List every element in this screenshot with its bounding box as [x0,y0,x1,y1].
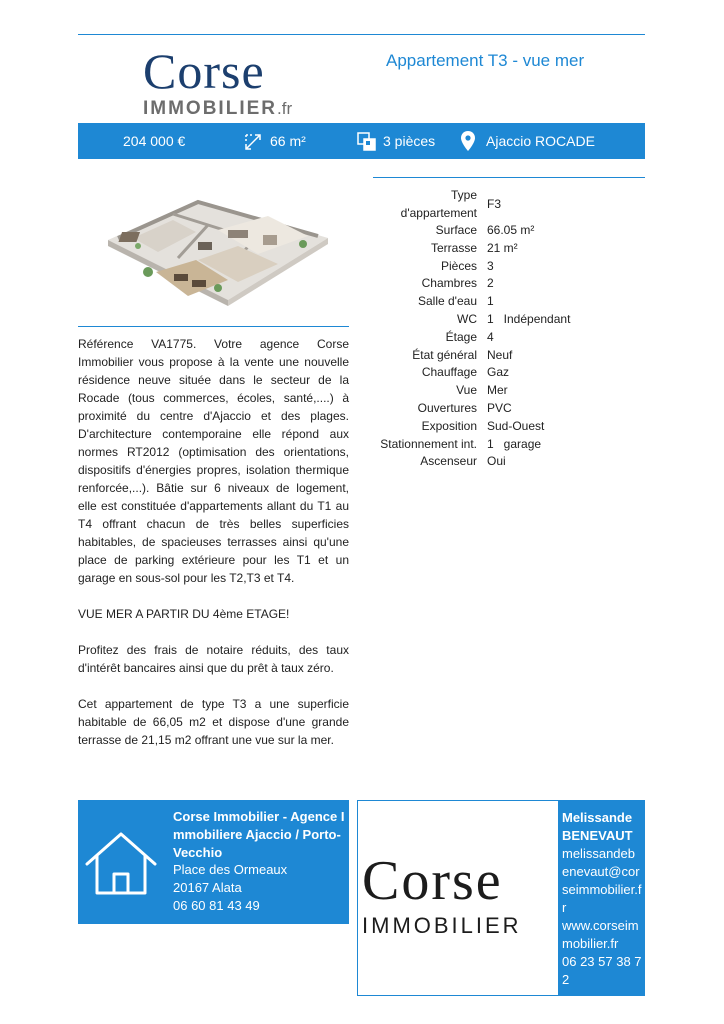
house-icon [84,830,158,896]
contact-logo-main: Corse [362,850,503,912]
spec-value: 3 [487,258,494,273]
spec-row [373,258,570,276]
spec-key: Chauffage [421,365,477,380]
spec-value: 1 [487,294,494,309]
contact-box [357,800,645,996]
spec-value: 1 Indépendant [487,311,571,326]
logo[interactable] [143,43,293,119]
agency-info [173,861,345,915]
logo-text-suffix: .fr [277,99,293,118]
spec-row [373,436,570,454]
spec-key: WC [457,311,477,326]
logo-text-immobilier: IMMOBILIER [143,98,277,119]
spec-value: Sud-Ouest [487,418,545,433]
spec-key: Stationnement int. [380,436,477,451]
spec-value: Oui [487,454,506,469]
spec-row [373,382,570,400]
photo-rule [78,326,349,327]
price: 204 000 € [123,133,186,149]
spec-row [373,311,570,329]
spec-key: Surface [435,223,477,237]
description-paragraph: Profitez des frais de notaire réduits, des taux d'intérêt bancaires ainsi que du prêt à taux zéro. [78,643,349,675]
agency-phone[interactable]: 06 60 81 43 49 [173,898,260,913]
spec-key: Pièces [440,258,477,273]
spec-row [373,418,570,436]
spec-value: Gaz [487,365,510,380]
location-pin-icon [461,131,475,151]
spec-row [373,364,570,382]
specs-table [373,186,570,471]
spec-key: Chambres [421,276,477,291]
spec-key: Vue [456,383,477,398]
spec-value: Mer [487,383,508,398]
specs-rule [373,177,645,178]
agency-address: Place des Ormeaux [173,862,288,877]
description-paragraph: Référence VA1775. Votre agence Corse Immobilier vous propose à la vente une nouvelle résidence neuve située dans le secteur de la Rocade (tous commerces, écoles, santé,....) à proximité du centre d'Ajaccio et des plages. D'architecture contemporaine elle répond aux normes RT2012 (optimisation des orientations, dispositifs d'énergies propres, isolation thermique renforcée,...). Bâtie sur 6 niveaux de logement, elle est constituée d'appartements allant du T1 au T4 offrant chacun de très belles superficies habitables, de spacieuses terrasses ainsi qu'une place de parking extérieure pour les T1 et un garage en sous-sol pour les T2,T3 et T4. [78,337,349,585]
page-title: Appartement T3 - vue mer [386,51,585,70]
spec-value: Neuf [487,347,513,362]
spec-row [373,275,570,293]
spec-value: 66.05 m² [487,223,535,237]
contact-phone[interactable]: 06 23 57 38 72 [562,954,642,987]
contact-email[interactable]: melissandebenevaut@corseimmobilier.fr [562,846,642,915]
spec-row [373,347,570,365]
spec-row [373,293,570,311]
spec-key: Ascenseur [420,454,477,469]
surface: 66 m² [270,133,306,149]
spec-row [373,240,570,258]
description-paragraph: VUE MER A PARTIR DU 4ème ETAGE! [78,607,290,621]
contact-logo[interactable] [362,850,550,938]
contact-logo-sub: IMMOBILIER [362,913,522,938]
spec-value: 1 garage [487,436,542,451]
spec-key: Exposition [421,418,477,433]
spec-value: PVC [487,400,512,415]
spec-row [373,222,570,240]
location: Ajaccio ROCADE [486,133,595,149]
spec-key: Étage [445,329,477,344]
summary-bar [78,123,645,159]
area-icon [244,133,262,151]
floorplan-image[interactable] [78,180,348,308]
spec-value: 2 [487,276,494,291]
spec-key: Terrasse [430,240,477,255]
rooms: 3 pièces [383,133,436,149]
spec-row [373,329,570,347]
agency-city: 20167 Alata [173,880,242,895]
spec-row [373,400,570,418]
spec-key: Type d'appartement [400,188,477,220]
top-rule [78,34,645,35]
contact-website[interactable]: www.corseimmobilier.fr [562,918,639,951]
logo-text-sub [143,99,293,118]
spec-value: 4 [487,329,494,344]
spec-row [373,186,570,222]
spec-key: État général [412,347,477,362]
contact-details [558,801,644,995]
description-paragraph: Cet appartement de type T3 a une superficie habitable de 66,05 m2 et dispose d'une grande terrasse de 21,15 m2 offrant une vue sur la mer. [78,697,349,747]
agency-box [78,800,349,924]
spec-key: Ouvertures [417,400,477,415]
contact-name: Melissande BENEVAUT [562,810,633,843]
spec-row [373,453,570,471]
logo-text-main: Corse [143,43,265,99]
spec-value: 21 m² [487,240,518,255]
agency-name: Corse Immobilier - Agence Immobiliere Ajaccio / Porto-Vecchio [173,809,345,860]
spec-value: F3 [487,197,502,211]
spec-key: Salle d'eau [417,294,477,309]
description [78,335,349,767]
rooms-icon [357,132,376,151]
